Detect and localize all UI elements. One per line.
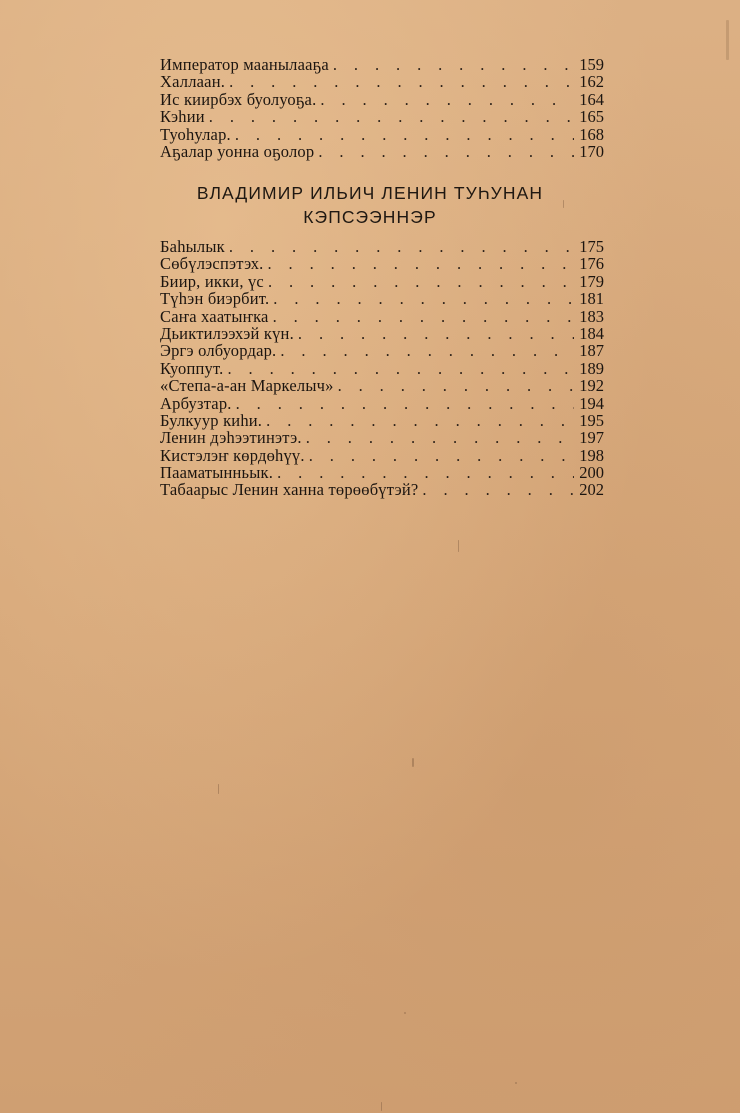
table-of-contents-part-2 [160, 238, 604, 499]
dot-leader [273, 308, 574, 325]
dot-leader [229, 238, 574, 255]
paper-speck [563, 200, 564, 208]
toc-entry-title: Түһэн биэрбит. [160, 289, 270, 309]
toc-entry [160, 464, 604, 481]
dot-leader [318, 143, 574, 160]
toc-entry [160, 255, 604, 272]
toc-entry [160, 290, 604, 307]
toc-entry [160, 238, 604, 255]
toc-entry-page: 159 [579, 55, 604, 74]
dot-leader [273, 290, 574, 307]
toc-entry-title: Халлаан. [160, 72, 226, 92]
dot-leader [422, 481, 574, 498]
toc-entry [160, 342, 604, 359]
toc-entry [160, 325, 604, 342]
paper-speck [515, 1082, 517, 1084]
dot-leader [280, 342, 574, 359]
dot-leader [235, 126, 574, 143]
toc-entry [160, 308, 604, 325]
toc-entry-title: Император маанылааҕа [160, 55, 329, 74]
toc-entry-title: Арбузтар. [160, 393, 232, 413]
toc-entry-page: 200 [579, 463, 604, 483]
dot-leader [309, 447, 574, 464]
toc-entry-page: 179 [579, 271, 604, 291]
toc-entry [160, 73, 604, 90]
toc-entry-page: 192 [579, 376, 604, 396]
toc-entry-title: Баһылык [160, 237, 225, 256]
toc-entry-title: Аҕалар уонна оҕолор [160, 141, 315, 161]
paper-speck [381, 1102, 382, 1111]
paper-speck [404, 1012, 406, 1014]
toc-entry [160, 481, 604, 498]
section-heading [160, 181, 580, 229]
toc-entry-page: 187 [579, 341, 604, 361]
toc-entry-page: 176 [579, 254, 604, 274]
toc-entry [160, 395, 604, 412]
toc-entry-title: Кэһии [160, 107, 205, 127]
toc-entry-title: Булкуур киһи. [160, 410, 263, 430]
toc-entry-page: 181 [579, 289, 604, 309]
toc-entry-page: 164 [579, 89, 604, 109]
toc-entry [160, 56, 604, 73]
toc-entry-title: Туоһулар. [160, 124, 231, 144]
toc-entry-title: Ис киирбэх буолуоҕа. [160, 89, 317, 109]
dot-leader [268, 273, 574, 290]
toc-entry-page: 168 [579, 124, 604, 144]
dot-leader [266, 412, 574, 429]
toc-entry [160, 377, 604, 394]
paper-speck [458, 540, 459, 552]
toc-entry [160, 143, 604, 160]
dot-leader [306, 429, 574, 446]
toc-entry-page: 162 [579, 72, 604, 92]
toc-entry-title: Кистэлэҥ көрдөһүү. [160, 445, 305, 465]
section-heading-line-1: ВЛАДИМИР ИЛЬИЧ ЛЕНИН ТУҺУНАН [196, 183, 544, 203]
toc-entry-page: 175 [579, 237, 604, 256]
toc-entry [160, 447, 604, 464]
dot-leader [320, 91, 574, 108]
toc-entry-title: Куоппут. [160, 358, 224, 378]
toc-entry [160, 360, 604, 377]
toc-entry [160, 412, 604, 429]
dot-leader [338, 377, 574, 394]
paper-speck [726, 20, 729, 60]
dot-leader [229, 73, 574, 90]
dot-leader [209, 108, 574, 125]
toc-entry-title: Дьиктилээхэй күн. [160, 323, 294, 343]
toc-entry-title: Саҥа хаатыҥка [160, 306, 269, 326]
toc-entry [160, 91, 604, 108]
paper-speck [218, 784, 219, 794]
table-of-contents-part-1 [160, 56, 604, 160]
paper-speck [412, 758, 414, 767]
toc-entry-title: Пааматынньык. [160, 463, 274, 483]
dot-leader [333, 56, 574, 73]
toc-entry-page: 165 [579, 107, 604, 127]
toc-entry-title: Ленин дэһээтинэтэ. [160, 428, 302, 448]
toc-entry-page: 189 [579, 358, 604, 378]
toc-entry-title: Сөбүлэспэтэх. [160, 254, 264, 274]
dot-leader [268, 255, 575, 272]
dot-leader [298, 325, 574, 342]
dot-leader [227, 360, 574, 377]
toc-entry [160, 273, 604, 290]
dot-leader [277, 464, 574, 481]
toc-entry-page: 184 [579, 323, 604, 343]
toc-entry-page: 197 [579, 428, 604, 448]
toc-entry [160, 126, 604, 143]
dot-leader [236, 395, 574, 412]
section-heading-line-2: КЭПСЭЭННЭР [303, 207, 437, 227]
toc-entry-page: 194 [579, 393, 604, 413]
toc-entry-title: Биир, икки, үс [160, 271, 264, 291]
toc-entry-page: 183 [579, 306, 604, 326]
toc-entry [160, 108, 604, 125]
toc-entry-page: 202 [579, 480, 604, 500]
toc-entry-title: «Степа-а-ан Маркелыч» [160, 376, 334, 396]
toc-entry-page: 170 [579, 141, 604, 161]
toc-entry-page: 195 [579, 410, 604, 430]
toc-entry-title: Табаарыс Ленин ханна төрөөбүтэй? [160, 480, 419, 500]
toc-entry-page: 198 [579, 445, 604, 465]
toc-entry-title: Эргэ олбуордар. [160, 341, 277, 361]
toc-entry [160, 429, 604, 446]
